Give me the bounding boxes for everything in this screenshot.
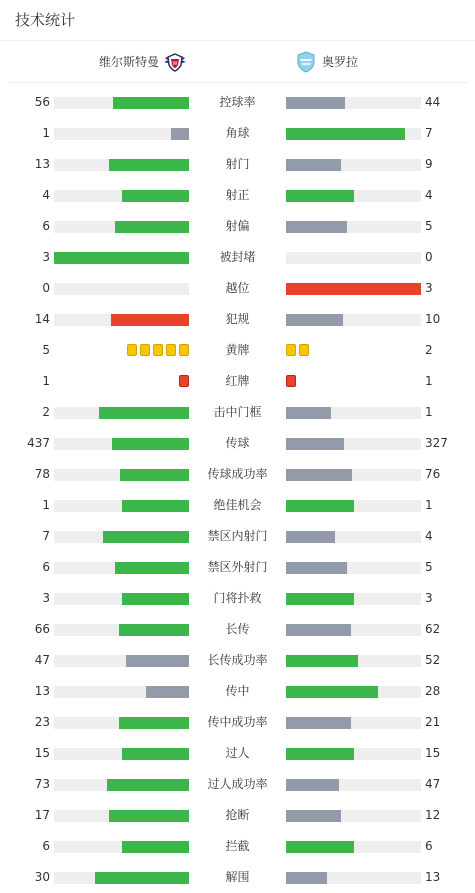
away-stat-bar-fill: [286, 190, 354, 202]
stat-row: [0, 769, 475, 800]
away-stat-value: 6: [425, 839, 433, 853]
away-stat-bar: [286, 841, 421, 853]
stat-label: 犯规: [225, 312, 250, 326]
home-stat-bar: [54, 221, 189, 233]
page-title: 技术统计: [0, 0, 475, 41]
away-stat-value: 47: [425, 777, 441, 791]
away-stat-bar: [286, 97, 421, 109]
away-team-name: 奥罗拉: [322, 55, 359, 69]
away-stat-bar-fill: [286, 748, 354, 760]
away-stat-value: 5: [425, 560, 433, 574]
away-stat-value: 21: [425, 715, 441, 729]
stat-label: 传中: [225, 684, 250, 698]
yellow-card-icon: [299, 344, 309, 356]
away-stat-value: 76: [425, 467, 441, 481]
home-stat-value: 2: [42, 405, 50, 419]
home-stat-bar: [54, 531, 189, 543]
stat-row: [0, 304, 475, 335]
stat-row: [0, 366, 475, 397]
away-stat-bar-fill: [286, 655, 358, 667]
away-stat-value: 1: [425, 374, 433, 388]
home-team-name: 维尔斯特曼: [98, 55, 159, 69]
away-stat-value: 28: [425, 684, 441, 698]
stat-label: 长传成功率: [207, 653, 268, 667]
home-stat-value: 78: [34, 467, 50, 481]
home-stat-bar-fill: [171, 128, 189, 140]
away-red-cards: [286, 375, 296, 387]
away-stat-value: 5: [425, 219, 433, 233]
away-stat-value: 4: [425, 188, 433, 202]
away-stat-bar: [286, 314, 421, 326]
home-yellow-cards: [127, 344, 189, 356]
home-stat-bar: [54, 686, 189, 698]
away-stat-bar-fill: [286, 624, 351, 636]
away-stat-bar: [286, 810, 421, 822]
stat-label: 射正: [225, 188, 250, 202]
stat-row: [0, 521, 475, 552]
home-stat-bar: [54, 500, 189, 512]
home-stat-value: 3: [42, 250, 50, 264]
stat-row: [0, 118, 475, 149]
home-stat-value: 14: [34, 312, 50, 326]
home-stat-value: 1: [42, 498, 50, 512]
stat-row: [0, 490, 475, 521]
home-stat-value: 1: [42, 374, 50, 388]
home-stat-value: 7: [42, 529, 50, 543]
wilstermann-crest-icon: [163, 50, 187, 74]
away-stat-value: 0: [425, 250, 433, 264]
stat-row: [0, 428, 475, 459]
away-stat-value: 4: [425, 529, 433, 543]
away-stat-bar-fill: [286, 407, 331, 419]
yellow-card-icon: [140, 344, 150, 356]
stat-label: 禁区内射门: [207, 529, 268, 543]
home-stat-value: 1: [42, 126, 50, 140]
home-stat-bar: [54, 283, 189, 295]
stat-row: [0, 676, 475, 707]
home-stat-bar: [54, 779, 189, 791]
stat-row: [0, 397, 475, 428]
home-stat-bar: [54, 159, 189, 171]
yellow-card-icon: [127, 344, 137, 356]
stat-label: 绝佳机会: [213, 498, 262, 512]
home-stat-value: 23: [34, 715, 50, 729]
home-stat-value: 15: [34, 746, 50, 760]
away-stat-bar: [286, 407, 421, 419]
stat-row: [0, 459, 475, 490]
away-stat-bar: [286, 190, 421, 202]
away-stat-bar: [286, 438, 421, 450]
away-stat-bar-fill: [286, 97, 345, 109]
away-stat-value: 44: [425, 95, 441, 109]
stat-label: 解围: [225, 870, 250, 884]
stats-list: [0, 87, 475, 893]
home-stat-bar: [54, 314, 189, 326]
home-stat-value: 6: [42, 839, 50, 853]
stat-label: 黄牌: [225, 343, 250, 357]
stat-label: 传中成功率: [207, 715, 268, 729]
home-stat-bar-fill: [122, 500, 190, 512]
aurora-shield-icon: [294, 50, 318, 74]
away-stat-bar-fill: [286, 562, 347, 574]
home-stat-value: 47: [34, 653, 50, 667]
away-stat-bar: [286, 748, 421, 760]
stat-row: [0, 707, 475, 738]
stat-label: 禁区外射门: [207, 560, 268, 574]
home-stat-bar: [54, 438, 189, 450]
stat-label: 传球: [225, 436, 250, 450]
stat-label: 过人: [225, 746, 250, 760]
away-stat-value: 62: [425, 622, 441, 636]
stat-row: [0, 738, 475, 769]
stat-row: [0, 335, 475, 366]
away-stat-bar: [286, 469, 421, 481]
home-stat-bar: [54, 190, 189, 202]
stat-label: 长传: [225, 622, 250, 636]
away-yellow-cards: [286, 344, 309, 356]
stat-label: 拦截: [225, 839, 250, 853]
home-stat-bar: [54, 97, 189, 109]
stat-row: [0, 273, 475, 304]
stat-row: [0, 645, 475, 676]
home-stat-bar-fill: [54, 252, 189, 264]
away-stat-bar: [286, 655, 421, 667]
home-stat-value: 6: [42, 219, 50, 233]
away-stat-bar: [286, 128, 421, 140]
stat-row: [0, 87, 475, 118]
home-stat-bar: [54, 655, 189, 667]
away-stat-bar: [286, 531, 421, 543]
home-stat-bar: [54, 717, 189, 729]
home-stat-bar-fill: [109, 810, 189, 822]
home-stat-bar-fill: [120, 469, 189, 481]
home-stat-bar: [54, 407, 189, 419]
home-stat-bar-fill: [103, 531, 189, 543]
home-stat-bar-fill: [115, 562, 189, 574]
home-stat-bar: [54, 469, 189, 481]
stat-row: [0, 149, 475, 180]
home-stat-bar-fill: [111, 314, 189, 326]
away-stat-value: 1: [425, 498, 433, 512]
away-stat-value: 3: [425, 281, 433, 295]
home-stat-bar-fill: [122, 593, 190, 605]
home-stat-value: 437: [27, 436, 50, 450]
svg-text:W: W: [172, 60, 178, 67]
away-stat-value: 15: [425, 746, 441, 760]
away-stat-bar-fill: [286, 841, 354, 853]
away-stat-bar-fill: [286, 872, 327, 884]
home-red-cards: [179, 375, 189, 387]
away-stat-bar: [286, 221, 421, 233]
stat-label: 控球率: [219, 95, 256, 109]
home-stat-value: 0: [42, 281, 50, 295]
away-stat-bar-fill: [286, 314, 343, 326]
away-stat-bar: [286, 779, 421, 791]
red-card-icon: [286, 375, 296, 387]
home-stat-bar-fill: [122, 841, 190, 853]
teams-header: [8, 41, 467, 83]
stat-row: [0, 552, 475, 583]
home-stat-bar-fill: [109, 159, 189, 171]
stat-row: [0, 180, 475, 211]
stat-row: [0, 583, 475, 614]
away-stat-value: 9: [425, 157, 433, 171]
away-stat-bar: [286, 500, 421, 512]
yellow-card-icon: [179, 344, 189, 356]
home-stat-bar: [54, 562, 189, 574]
away-stat-bar-fill: [286, 159, 341, 171]
yellow-card-icon: [166, 344, 176, 356]
stat-label: 抢断: [225, 808, 250, 822]
home-stat-bar-fill: [95, 872, 190, 884]
away-stat-value: 7: [425, 126, 433, 140]
home-stat-value: 30: [34, 870, 50, 884]
home-stat-value: 17: [34, 808, 50, 822]
away-stat-bar-fill: [286, 500, 354, 512]
stat-label: 传球成功率: [207, 467, 268, 481]
away-stat-bar: [286, 283, 421, 295]
away-stat-bar: [286, 717, 421, 729]
yellow-card-icon: [286, 344, 296, 356]
home-stat-bar: [54, 810, 189, 822]
stat-label: 越位: [225, 281, 250, 295]
home-stat-bar-fill: [119, 624, 189, 636]
away-stat-bar-fill: [286, 438, 344, 450]
home-stat-value: 5: [42, 343, 50, 357]
yellow-card-icon: [153, 344, 163, 356]
stat-row: [0, 242, 475, 273]
away-stat-bar-fill: [286, 593, 354, 605]
away-stat-value: 1: [425, 405, 433, 419]
home-stat-bar: [54, 872, 189, 884]
away-stat-bar-fill: [286, 128, 405, 140]
away-stat-value: 13: [425, 870, 441, 884]
stat-row: [0, 211, 475, 242]
away-stat-bar: [286, 159, 421, 171]
away-stat-bar: [286, 624, 421, 636]
home-stat-bar: [54, 252, 189, 264]
away-stat-bar: [286, 872, 421, 884]
home-stat-bar-fill: [115, 221, 189, 233]
home-stat-bar-fill: [122, 748, 190, 760]
home-stat-bar: [54, 624, 189, 636]
home-team[interactable]: [99, 41, 187, 82]
stat-label: 射偏: [225, 219, 250, 233]
stat-label: 门将扑救: [213, 591, 262, 605]
home-stat-bar-fill: [122, 190, 190, 202]
away-stat-value: 52: [425, 653, 441, 667]
away-stat-bar-fill: [286, 717, 351, 729]
stat-row: [0, 800, 475, 831]
red-card-icon: [179, 375, 189, 387]
away-stat-bar: [286, 252, 421, 264]
home-stat-bar-fill: [126, 655, 189, 667]
away-team[interactable]: [294, 41, 358, 82]
home-stat-bar-fill: [112, 438, 189, 450]
away-stat-bar-fill: [286, 531, 335, 543]
stat-label: 射门: [225, 157, 250, 171]
home-stat-bar: [54, 128, 189, 140]
away-stat-bar-fill: [286, 283, 421, 295]
home-stat-value: 13: [34, 684, 50, 698]
home-stat-bar-fill: [119, 717, 189, 729]
away-stat-value: 2: [425, 343, 433, 357]
away-stat-bar: [286, 686, 421, 698]
stat-label: 被封堵: [219, 250, 256, 264]
away-stat-bar: [286, 593, 421, 605]
home-stat-value: 13: [34, 157, 50, 171]
home-stat-value: 56: [34, 95, 50, 109]
away-stat-bar-fill: [286, 779, 339, 791]
away-stat-value: 10: [425, 312, 441, 326]
away-stat-value: 3: [425, 591, 433, 605]
home-stat-bar-fill: [146, 686, 189, 698]
stat-label: 红牌: [225, 374, 250, 388]
stat-label: 角球: [225, 126, 250, 140]
away-stat-bar: [286, 562, 421, 574]
away-stat-bar-fill: [286, 686, 378, 698]
away-stat-bar-fill: [286, 221, 347, 233]
home-stat-value: 66: [34, 622, 50, 636]
away-stat-value: 12: [425, 808, 441, 822]
stat-row: [0, 862, 475, 893]
away-stat-bar-fill: [286, 810, 341, 822]
home-stat-value: 3: [42, 591, 50, 605]
stat-row: [0, 614, 475, 645]
stat-label: 过人成功率: [207, 777, 268, 791]
home-stat-value: 4: [42, 188, 50, 202]
home-stat-bar-fill: [107, 779, 189, 791]
stat-row: [0, 831, 475, 862]
home-stat-value: 73: [34, 777, 50, 791]
home-stat-bar-fill: [99, 407, 189, 419]
home-stat-bar: [54, 593, 189, 605]
home-stat-bar: [54, 841, 189, 853]
home-stat-value: 6: [42, 560, 50, 574]
home-stat-bar: [54, 748, 189, 760]
away-stat-value: 327: [425, 436, 448, 450]
away-stat-bar-fill: [286, 469, 352, 481]
home-stat-bar-fill: [113, 97, 189, 109]
stat-label: 击中门框: [213, 405, 262, 419]
